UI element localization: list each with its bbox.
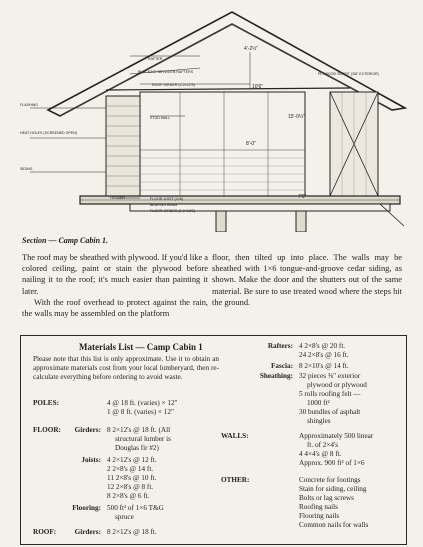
dim-wall: 8'-0" [246,141,256,147]
label-roof-girder: ROOF GIRDER (2-2×12'S) [152,83,196,87]
roof-girders-values: 8 2×12's @ 18 ft. [107,528,157,536]
poles-values: 4 @ 18 ft. (varies) × 12" 1 @ 8 ft. (varies) × 12" [107,399,178,416]
floor-girders-values: 8 2×12's @ 18 ft. (All structural lumber is Douglas fir #2) [107,426,171,452]
pole-left [216,211,226,232]
joists-label: Joists: [81,456,101,464]
flooring-label: Flooring: [72,504,101,512]
body-column-right [212,252,402,308]
dim-top: 4'-2½" [244,46,259,52]
roof-label: ROOF: [33,528,57,536]
materials-title: Materials List — Camp Cabin 1 [79,342,203,352]
poles-label: POLES: [33,399,59,407]
other-values: Concrete for footings Stain for siding, ceiling Bolts or lag screws Roofing nails Flooring nails Common nails for walls [299,476,369,529]
label-flashing: FLASHING [20,103,38,107]
paragraph: The roof may be sheathed with plywood. If you'd like a colored ceiling, paint or stain the plywood before nailing it to the roof; it's much easier than painting it later. [22,253,208,296]
pole-right [296,211,306,232]
paragraph: With the roof overhead to protect against the rain, the walls may be assembled on the platform [22,297,208,319]
fascia-label: Fascia: [271,362,293,370]
sheathing-values: 32 pieces ⅜" exterior plywood or plywood 5 rolls roofing felt — 1000 ft² 30 bundles of asphalt shingles [299,372,367,425]
label-plywood-soffit: PLYWOOD SOFFIT (3/8" EXTERIOR) [318,72,379,76]
label-floor-girder: FLOOR GIRDER (2-2×12'S) [150,209,196,213]
label-bearing-beam: BEARING BEAM [150,203,178,207]
label-rafter: RAFTER [148,57,163,61]
label-header: HEADER [110,196,125,200]
sheathing-label: Sheathing: [259,372,293,380]
floor-label: FLOOR: [33,426,61,434]
cabin-section-drawing [0,0,423,232]
label-siding: SIDING [20,167,33,171]
dim-ten: 10'6" [252,84,264,90]
walls-label: WALLS: [221,432,249,440]
label-floor-joist: FLOOR JOIST (2×8) [150,197,183,201]
rafters-label: Rafters: [267,342,293,350]
joists-values: 4 2×12's @ 12 ft. 2 2×8's @ 14 ft. 11 2×8's @ 10 ft. 12 2×8's @ 8 ft. 8 2×8's @ 6 ft. [107,456,157,500]
other-label: OTHER: [221,476,250,484]
dim-roof: 15'-0¼" [288,114,305,120]
dim-right: 7'6" [298,194,307,200]
materials-list-box [20,335,407,545]
flooring-values: 500 ft² of 1×6 T&G spruce [107,504,164,521]
figure-caption: Section — Camp Cabin 1. [22,236,109,245]
label-heat-holes: HEAT HOLES (SCREENED OPEN) [20,131,77,135]
walls-values: Approximately 500 linear ft. of 2×4's 4 4×4's @ 8 ft. Approx. 900 ft² of 1×6 [299,432,374,467]
floor-girders-label: Girders: [74,426,101,434]
paragraph: floor, then tilted up into place. The walls may be sheathed with 1×6 tongue-and-groove cedar siding, as shown. Make the door and the shutters out of the same material. Be sure to use treated wood where the steps hit the ground. [212,253,402,307]
body-column-left [22,252,208,319]
materials-intro: Please note that this list is only approximate. Use it to obtain an approximate materials cost from your local lumberyard, then re-calculate everything before ordering to avoid waste. [33,355,219,381]
label-stud-wall: STUD WALL [150,116,171,120]
roof-girders-label: Girders: [74,528,101,536]
label-blocking: BLOCKING BETWEEN RAFTERS [138,70,194,74]
rafters-values: 4 2×8's @ 20 ft. 24 2×8's @ 16 ft. [299,342,349,359]
stud-wall [140,92,305,196]
fascia-values: 8 2×10's @ 14 ft. [299,362,349,370]
